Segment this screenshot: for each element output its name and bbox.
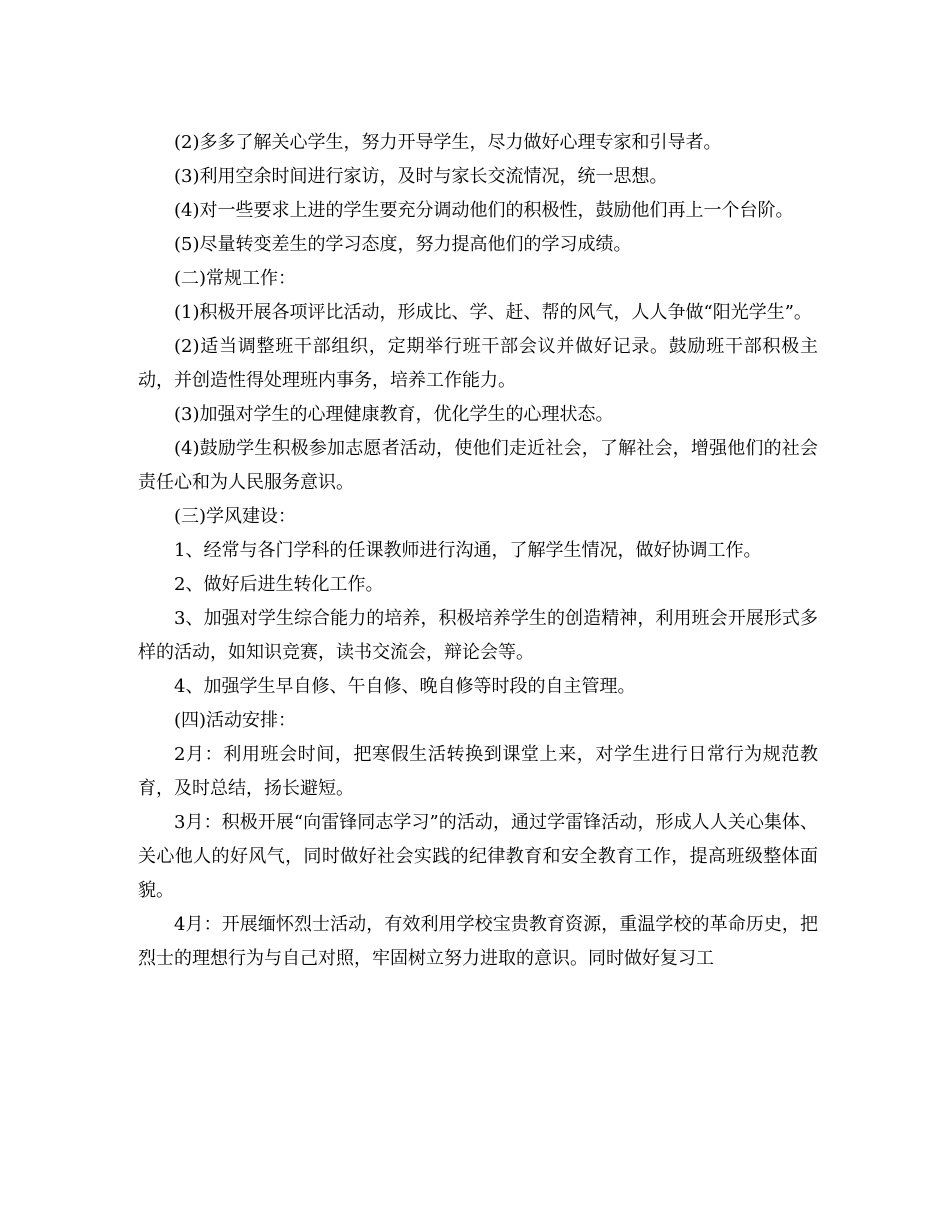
paragraph: (3)加强对学生的心理健康教育，优化学生的心理状态。 <box>174 404 614 425</box>
paragraph: (2)适当调整班干部组织，定期举行班干部会议并做好记录。鼓励班干部积极主动，并创造性得处理班内事务，培养工作能力。 <box>138 336 818 391</box>
section-heading: (三)学风建设： <box>174 506 297 527</box>
paragraph: 1、经常与各门学科的任课教师进行沟通，了解学生情况，做好协调工作。 <box>174 540 762 561</box>
document-body <box>138 126 818 976</box>
paragraph: (5)尽量转变差生的学习态度，努力提高他们的学习成绩。 <box>174 234 632 255</box>
section-heading: (四)活动安排： <box>174 710 297 731</box>
paragraph: (3)利用空余时间进行家访，及时与家长交流情况，统一思想。 <box>174 166 668 187</box>
paragraph: (1)积极开展各项评比活动，形成比、学、赶、帮的风气，人人争做“阳光学生”。 <box>174 302 812 323</box>
paragraph: 3月：积极开展“向雷锋同志学习”的活动，通过学雷锋活动，形成人人关心集体、关心他人的好风气，同时做好社会实践的纪律教育和安全教育工作，提高班级整体面貌。 <box>138 812 818 901</box>
paragraph: (4)对一些要求上进的学生要充分调动他们的积极性，鼓励他们再上一个台阶。 <box>174 200 794 221</box>
paragraph: (4)鼓励学生积极参加志愿者活动，使他们走近社会，了解社会，增强他们的社会责任心和为人民服务意识。 <box>138 438 818 493</box>
paragraph: 3、加强对学生综合能力的培养，积极培养学生的创造精神，利用班会开展形式多样的活动，如知识竞赛，读书交流会，辩论会等。 <box>138 608 818 663</box>
paragraph: 2月：利用班会时间，把寒假生活转换到课堂上来，对学生进行日常行为规范教育，及时总结，扬长避短。 <box>138 744 818 799</box>
paragraph: 4月：开展缅怀烈士活动，有效利用学校宝贵教育资源，重温学校的革命历史，把烈士的理想行为与自己对照，牢固树立努力进取的意识。同时做好复习工 <box>138 914 818 969</box>
paragraph: 4、加强学生早自修、午自修、晚自修等时段的自主管理。 <box>174 676 636 697</box>
paragraph: (2)多多了解关心学生，努力开导学生，尽力做好心理专家和引导者。 <box>174 132 722 153</box>
section-heading: (二)常规工作： <box>174 268 297 289</box>
paragraph: 2、做好后进生转化工作。 <box>174 574 384 595</box>
